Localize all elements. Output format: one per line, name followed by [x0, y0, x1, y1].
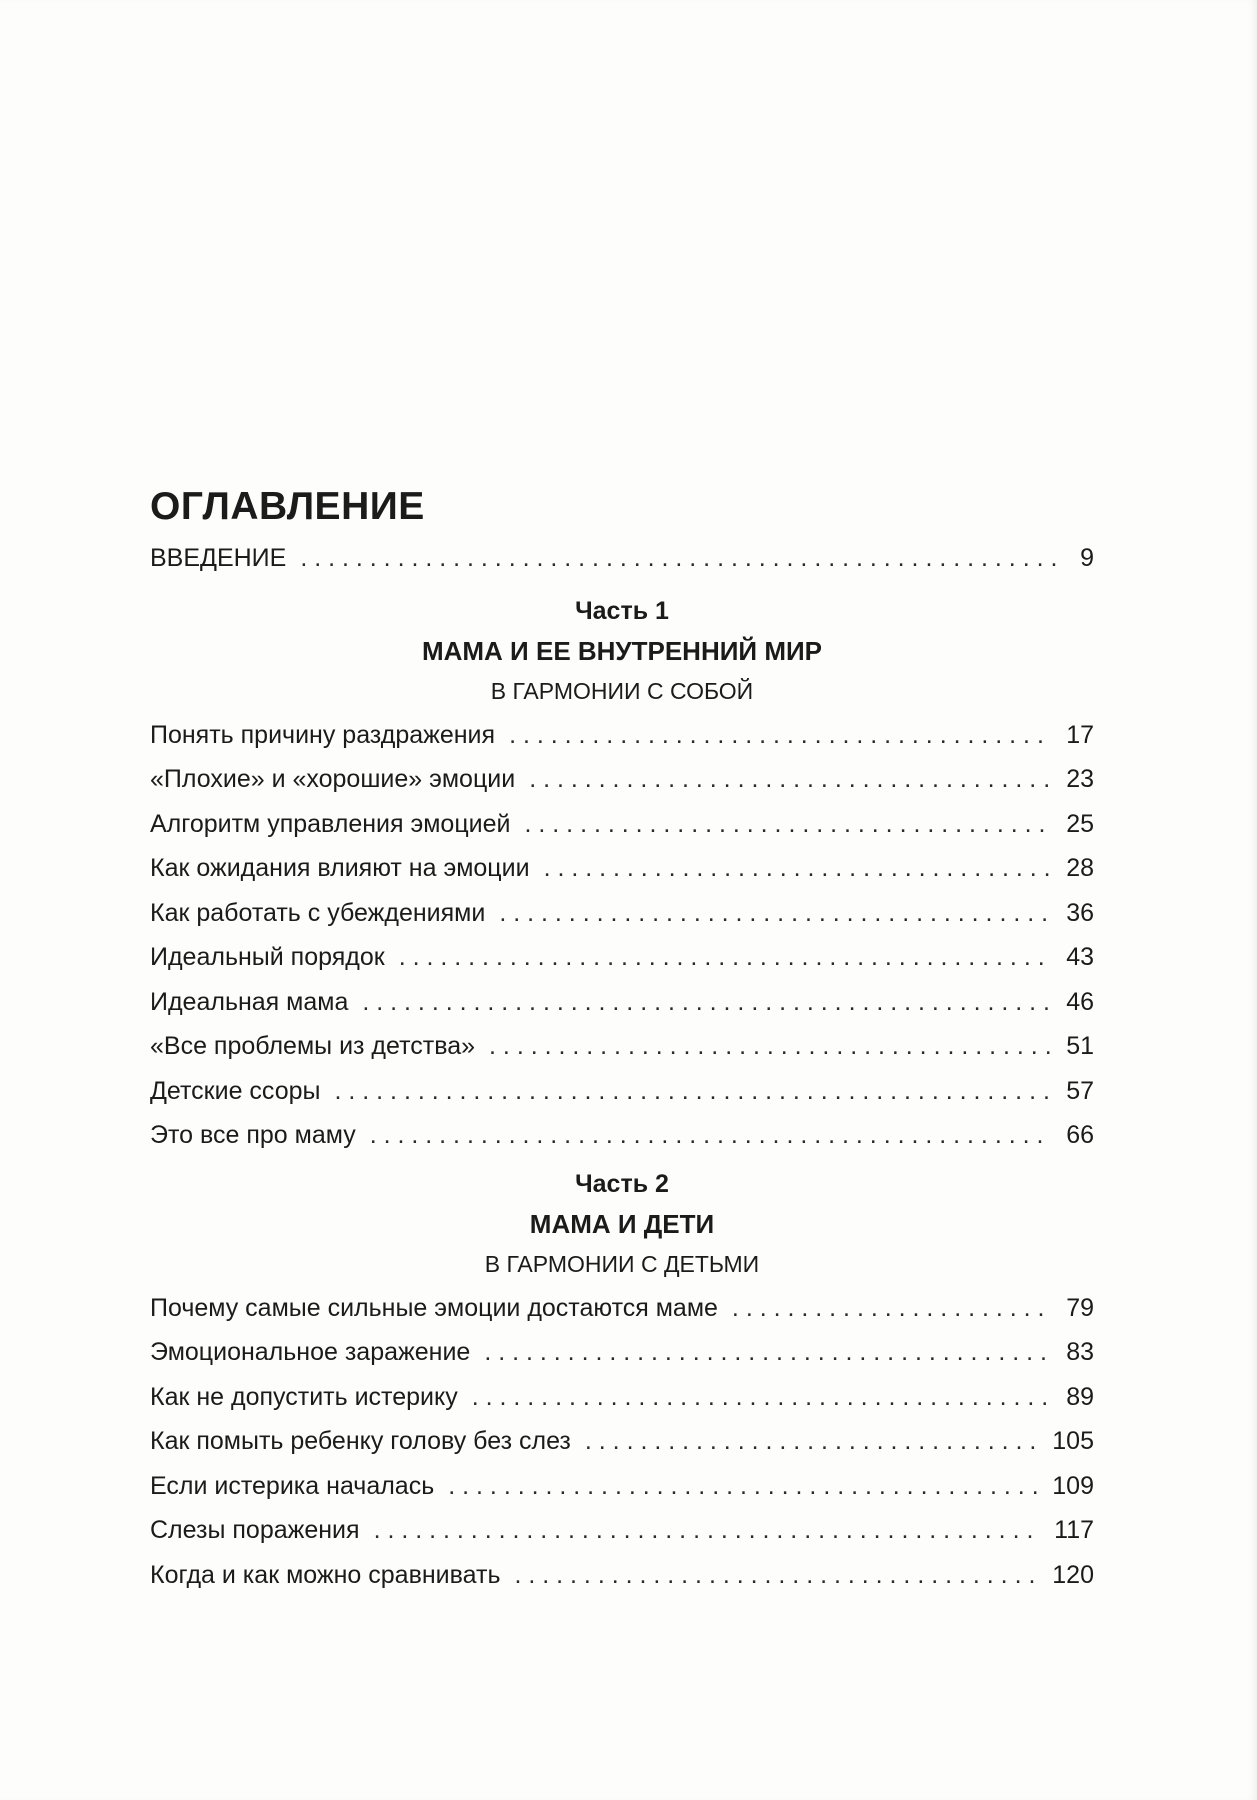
toc-entry-title: Почему самые сильные эмоции достаются маме	[150, 1293, 718, 1322]
toc-entry-page: 23	[1066, 765, 1094, 793]
toc-entry-page: 57	[1066, 1076, 1094, 1105]
toc-entry-page: 83	[1066, 1338, 1094, 1366]
toc-entry[interactable]	[150, 802, 1094, 847]
dot-leader	[374, 1508, 1041, 1553]
dot-leader	[499, 891, 1052, 936]
toc-entry[interactable]	[150, 935, 1094, 980]
toc-entry[interactable]	[150, 980, 1094, 1025]
dot-leader	[300, 536, 1056, 581]
dot-leader	[525, 802, 1053, 847]
toc-entry-intro[interactable]	[150, 536, 1094, 581]
dot-leader	[529, 757, 1052, 802]
toc-heading: ОГЛАВЛЕНИЕ	[150, 485, 425, 528]
dot-leader	[544, 846, 1053, 891]
toc-entry[interactable]	[150, 1375, 1094, 1420]
dot-leader	[472, 1375, 1052, 1420]
dot-leader	[448, 1464, 1038, 1509]
toc-entry[interactable]	[150, 1113, 1094, 1158]
toc-entry-page: 28	[1066, 854, 1094, 882]
toc-entry-page: 51	[1066, 1032, 1094, 1060]
toc-entry-page: 17	[1066, 720, 1094, 749]
dot-leader	[484, 1330, 1052, 1375]
toc-entry-title: Как не допустить истерику	[150, 1382, 458, 1411]
dot-leader	[509, 713, 1052, 758]
part-1-header	[150, 591, 1094, 713]
toc-entry-title: Как помыть ребенку голову без слез	[150, 1427, 571, 1455]
dot-leader	[514, 1553, 1038, 1598]
dot-leader	[399, 935, 1052, 980]
toc-entry-page: 109	[1052, 1471, 1094, 1500]
toc-entry-title: Как ожидания влияют на эмоции	[150, 854, 530, 882]
toc-entry[interactable]	[150, 1330, 1094, 1375]
toc-entry[interactable]	[150, 1024, 1094, 1069]
toc-entry-title: Идеальный порядок	[150, 943, 385, 971]
toc-entry-title: Эмоциональное заражение	[150, 1338, 471, 1366]
part-2-header	[150, 1164, 1094, 1286]
part-number: Часть 2	[575, 1169, 669, 1198]
toc-entry[interactable]	[150, 1419, 1094, 1464]
toc-entry[interactable]	[150, 757, 1094, 802]
dot-leader	[489, 1024, 1052, 1069]
toc-entry[interactable]	[150, 1553, 1094, 1598]
part-2-entries	[150, 1286, 1094, 1598]
toc-entry-title: Понять причину раздражения	[150, 720, 496, 749]
part-title: МАМА И ДЕТИ	[529, 1208, 715, 1239]
toc-entry[interactable]	[150, 1286, 1094, 1331]
part-title: МАМА И ЕЕ ВНУТРЕННИЙ МИР	[421, 635, 823, 666]
toc-entry[interactable]	[150, 1508, 1094, 1553]
toc-entry[interactable]	[150, 891, 1094, 936]
toc-entry-title: «Все проблемы из детства»	[150, 1032, 476, 1060]
toc-entry-page: 117	[1054, 1516, 1094, 1544]
part-subtitle: В ГАРМОНИИ С СОБОЙ	[490, 677, 754, 704]
table-of-contents	[150, 478, 1094, 1597]
toc-entry-title: Детские ссоры	[150, 1076, 321, 1105]
toc-entry-title: Когда и как можно сравнивать	[150, 1560, 501, 1589]
toc-entry-title: Слезы поражения	[150, 1516, 360, 1544]
dot-leader	[362, 980, 1052, 1025]
dot-leader	[370, 1113, 1052, 1158]
toc-entry-page: 36	[1066, 898, 1094, 927]
part-number: Часть 1	[575, 596, 669, 625]
toc-entry-title: Это все про маму	[150, 1121, 356, 1149]
toc-entry-title: Алгоритм управления эмоцией	[150, 809, 511, 838]
toc-entry-page: 9	[1080, 544, 1094, 572]
dot-leader	[732, 1286, 1052, 1331]
toc-entry-page: 120	[1052, 1560, 1094, 1589]
toc-entry-page: 46	[1066, 987, 1094, 1016]
toc-entry-page: 105	[1052, 1427, 1094, 1455]
part-1-entries	[150, 713, 1094, 1158]
toc-entry[interactable]	[150, 846, 1094, 891]
toc-entry-title: ВВЕДЕНИЕ	[150, 544, 287, 572]
toc-entry[interactable]	[150, 713, 1094, 758]
toc-entry[interactable]	[150, 1464, 1094, 1509]
toc-entry-title: Если истерика началась	[150, 1471, 435, 1500]
toc-entry-page: 43	[1066, 943, 1094, 971]
toc-entry-page: 89	[1066, 1382, 1094, 1411]
toc-entry-page: 25	[1066, 809, 1094, 838]
part-subtitle: В ГАРМОНИИ С ДЕТЬМИ	[484, 1250, 760, 1277]
toc-entry-title: Как работать с убеждениями	[150, 898, 486, 927]
dot-leader	[585, 1419, 1038, 1464]
toc-entry[interactable]	[150, 1069, 1094, 1114]
toc-entry-title: «Плохие» и «хорошие» эмоции	[150, 765, 516, 793]
toc-entry-page: 79	[1066, 1293, 1094, 1322]
toc-entry-page: 66	[1066, 1121, 1094, 1149]
toc-entry-title: Идеальная мама	[150, 987, 349, 1016]
dot-leader	[334, 1069, 1052, 1114]
